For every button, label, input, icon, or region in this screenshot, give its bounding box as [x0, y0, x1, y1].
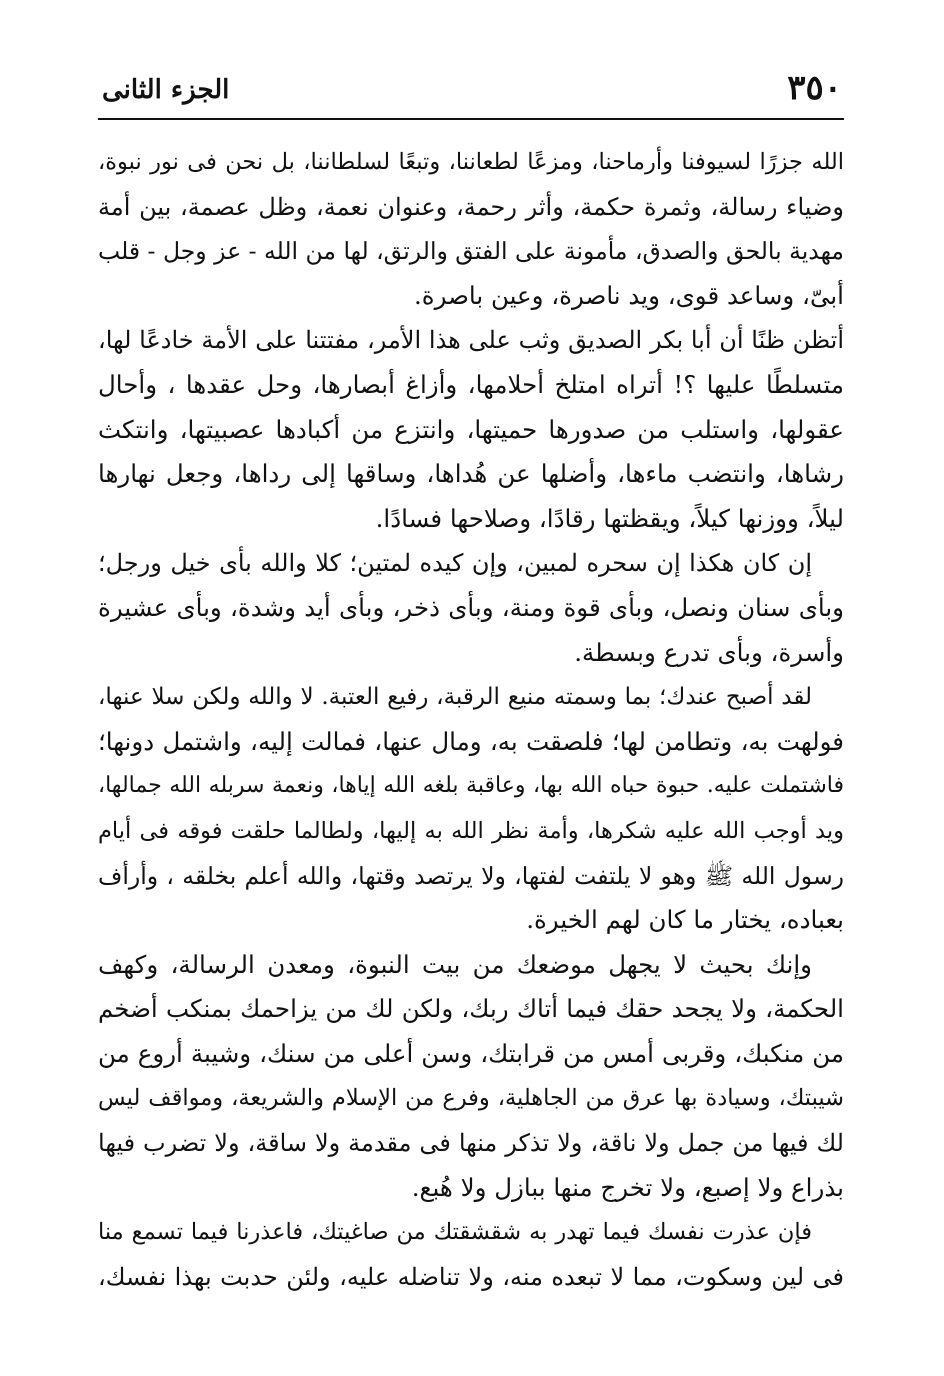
text-line: الحكمة، ولا يجحد حقك فيما أتاك ربك، ولكن لك من يزاحمك بمنكب أضخم: [98, 994, 844, 1024]
text-line: ويد أوجب الله عليه شكرها، وأمة نظر الله به إليها، ولطالما حلقت فوقه فى أيام: [98, 817, 844, 844]
text-line: فاشتملت عليه. حبوة حباه الله بها، وعاقبة بلغه الله إياها، ونعمة سربله الله جمالها،: [98, 773, 844, 799]
text-line: لك فيها من جمل ولا ناقة، ولا تذكر منها فى مقدمة ولا ساقة، ولا تضرب فيها: [98, 1129, 844, 1158]
text-line: من منكبك، وقربى أمس من قرابتك، وسن أعلى من سنك، وشيبة أروع من: [98, 1038, 844, 1068]
paragraph-1: [98, 140, 844, 318]
paragraph-2: [98, 318, 844, 541]
text-line: رشاها، وانتضب ماءها، وأضلها عن هُداها، وساقها إلى رداها، وجعل نهارها: [98, 459, 844, 489]
text-line: إن كان هكذا إن سحره لمبين، وإن كيده لمتين؛ كلا والله بأى خيل ورجل؛: [98, 549, 812, 578]
page-header: [98, 62, 844, 120]
text-line: ليلاً، ووزنها كيلاً، ويقظتها رقادًا، وصلاحها فسادًا.: [375, 503, 844, 533]
text-line: عقولها، واستلب من صدورها حميتها، وانتزع من أكبادها عصبيتها، وانتكث: [98, 414, 844, 444]
text-line: متسلطًا عليها ؟! أتراه امتلخ أحلامها، وأزاغ أبصارها، وحل عقدها ، وأحال: [98, 369, 844, 399]
text-line: لقد أصبح عندك؛ بما وسمته منيع الرقبة، رفيع العتبة. لا والله ولكن سلا عنها،: [98, 684, 812, 711]
paragraph-4: [98, 675, 844, 943]
text-line: رسول الله ﷺ وهو لا يلتفت لفتها، ولا يرتصد وقتها، والله أعلم بخلقه ، وأرأف: [98, 861, 844, 890]
text-line: وإنك بحيث لا يجهل موضعك من بيت النبوة، ومعدن الرسالة، وكهف: [98, 949, 812, 979]
text-line: فولهت به، وتطامن لها؛ فلصقت به، ومال عنها، فمالت إليه، واشتمل دونها؛: [98, 726, 844, 756]
running-title: الجزء الثانى: [102, 75, 230, 105]
text-line: أبىّ، وساعد قوى، ويد ناصرة، وعين باصرة.: [413, 280, 844, 310]
paragraph-5: [98, 943, 844, 1211]
text-line: وضياء رسالة، وثمرة حكمة، وأثر رحمة، وعنوان نعمة، وظل عصمة، بين أمة: [98, 192, 844, 221]
paragraph-6: [98, 1210, 844, 1299]
text-line: وأسرة، وبأى تدرع وبسطة.: [574, 637, 844, 667]
text-line: بعباده، يختار ما كان لهم الخيرة.: [526, 905, 844, 935]
text-line: أتظن ظنًا أن أبا بكر الصديق وثب على هذا الأمر، مفتتنا على الأمة خادعًا لها،: [98, 326, 844, 355]
page-number: ٣٥٠: [787, 68, 842, 108]
text-line: مهدية بالحق والصدق، مأمونة على الفتق والرتق، لها من الله - عز وجل - قلب: [98, 237, 844, 266]
body-text: [98, 140, 844, 1299]
text-line: فى لين وسكوت، مما لا تبعده منه، ولا تناضله عليه، ولئن حدبت بهذا نفسك،: [98, 1262, 844, 1291]
paragraph-3: [98, 541, 844, 675]
text-line: وبأى سنان ونصل، وبأى قوة ومنة، وبأى ذخر، وبأى أيد وشدة، وبأى عشيرة: [98, 592, 844, 622]
text-line: شيبتك، وسيادة بها عرق من الجاهلية، وفرع من الإسلام والشريعة، ومواقف ليس: [98, 1085, 844, 1112]
text-line: بذراع ولا إصبع، ولا تخرج منها ببازل ولا هُبع.: [411, 1172, 844, 1202]
text-line: الله جزرًا لسيوفنا وأرماحنا، ومزعًا لطعاننا، وتبعًا لسلطاننا، بل نحن فى نور نبوة،: [98, 149, 844, 175]
text-line: فإن عذرت نفسك فيما تهدر به شقشقتك من صاغيتك، فاعذرنا فيما تسمع منا: [98, 1219, 812, 1246]
